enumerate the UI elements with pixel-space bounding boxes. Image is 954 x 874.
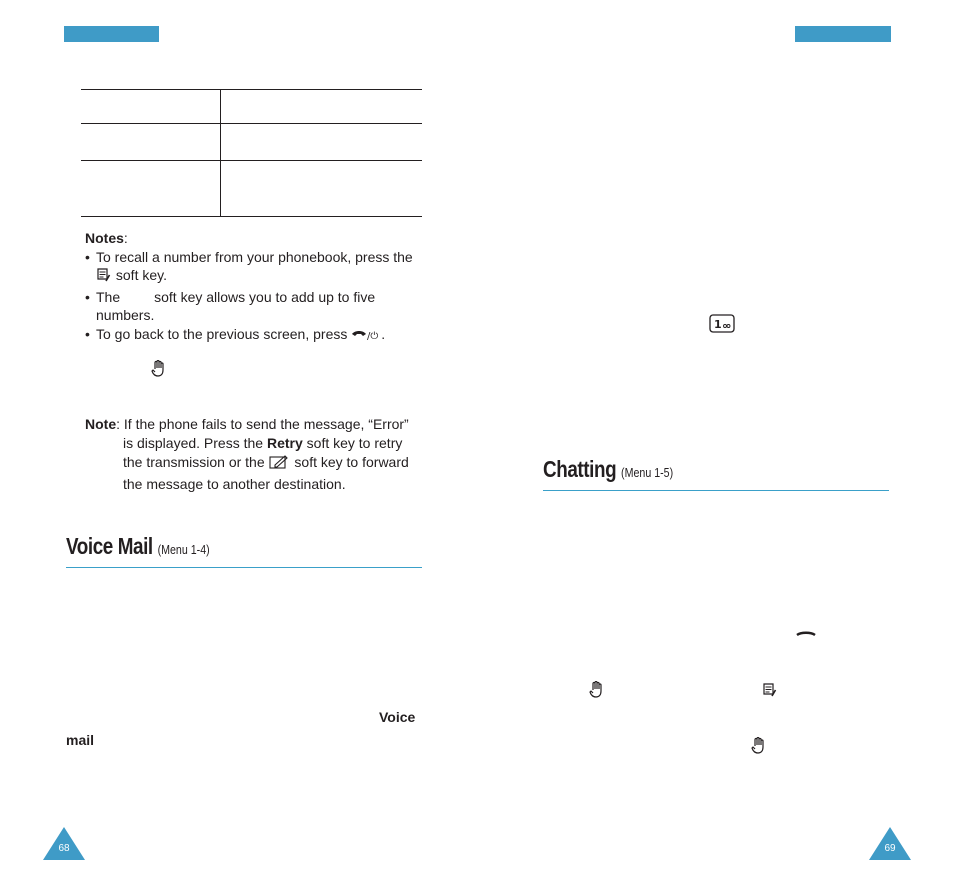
left-header-tab bbox=[64, 26, 159, 42]
notes-block bbox=[85, 229, 425, 346]
notes-item-text: The bbox=[96, 288, 121, 305]
table-column-divider bbox=[220, 89, 221, 216]
svg-text:/⏻: /⏻ bbox=[367, 330, 379, 342]
error-note bbox=[85, 415, 427, 494]
error-note-text: soft key to forward bbox=[294, 454, 409, 470]
end-power-key-icon bbox=[351, 328, 381, 347]
chatting-heading bbox=[543, 456, 903, 483]
notes-item-text: To go back to the previous screen, press bbox=[96, 325, 348, 342]
svg-text:1: 1 bbox=[714, 318, 722, 331]
notes-item-text: soft key. bbox=[115, 267, 167, 283]
table-rule-top bbox=[81, 89, 422, 90]
notes-item bbox=[85, 288, 425, 325]
notes-heading-colon: : bbox=[123, 230, 128, 246]
error-note-text: : If the phone fails to send the message, “Error” bbox=[116, 416, 409, 432]
notes-item-text: . bbox=[381, 325, 386, 342]
voice-mail-heading bbox=[66, 533, 426, 560]
voice-mail-menu-number: (Menu 1-4) bbox=[157, 542, 210, 557]
left-page-number-marker bbox=[42, 826, 86, 861]
phonebook-icon bbox=[96, 267, 112, 288]
retry-softkey-label: Retry bbox=[266, 435, 303, 451]
right-header-tab bbox=[795, 26, 891, 42]
soft-key-dash-icon bbox=[796, 627, 816, 645]
key-1-icon bbox=[709, 314, 735, 339]
notes-item-text: soft key allows you to add up to five numbers. bbox=[96, 288, 376, 323]
compose-icon bbox=[269, 454, 291, 475]
left-page-number: 68 bbox=[58, 843, 70, 854]
hand-pointer-icon bbox=[589, 681, 609, 704]
error-note-line bbox=[85, 415, 427, 434]
voice-mail-title: Voice Mail bbox=[66, 533, 153, 559]
hand-pointer-icon bbox=[751, 737, 771, 760]
table-rule bbox=[81, 123, 422, 124]
phonebook-icon bbox=[761, 682, 779, 703]
error-note-line bbox=[85, 475, 427, 494]
chatting-rule bbox=[543, 490, 889, 491]
mail-word: mail bbox=[66, 732, 95, 748]
right-page-number: 69 bbox=[884, 843, 896, 854]
notes-heading-line bbox=[85, 229, 425, 248]
table-rule-bottom bbox=[81, 216, 422, 217]
error-note-text: soft key to retry bbox=[306, 435, 403, 451]
notes-item bbox=[85, 248, 425, 288]
error-note-text: the message to another destination. bbox=[123, 476, 346, 492]
voice-word: Voice bbox=[379, 709, 416, 725]
notes-heading: Notes bbox=[85, 230, 124, 246]
error-note-text: is displayed. Press the bbox=[123, 435, 264, 451]
notes-item-text: To recall a number from your phonebook, press the bbox=[96, 248, 413, 265]
right-page-number-marker bbox=[868, 826, 912, 861]
error-note-text: the transmission or the bbox=[123, 454, 265, 470]
table-rule bbox=[81, 160, 422, 161]
chatting-title: Chatting bbox=[543, 456, 617, 482]
error-note-line bbox=[85, 434, 427, 453]
chatting-menu-number: (Menu 1-5) bbox=[621, 465, 674, 480]
error-note-line bbox=[85, 453, 427, 475]
error-note-lead: Note bbox=[85, 416, 117, 432]
hand-pointer-icon bbox=[151, 360, 171, 383]
voice-mail-rule bbox=[66, 567, 422, 568]
notes-item bbox=[85, 325, 425, 347]
